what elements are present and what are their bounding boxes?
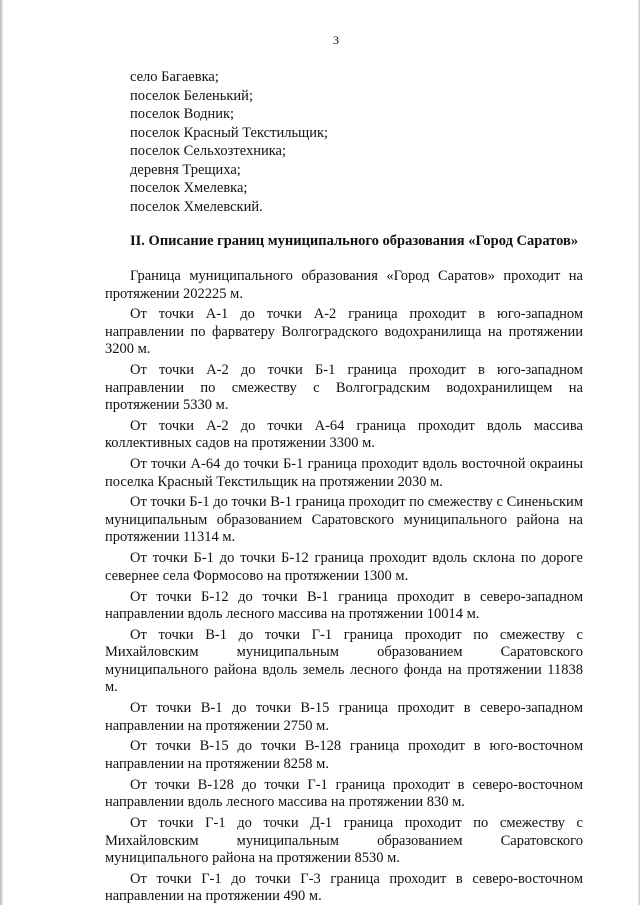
boundary-paragraph: От точки В-128 до точки Г-1 граница проходит в северо-восточном направлении вдоль лесного массива на протяжении 830 м. — [105, 776, 583, 811]
boundary-paragraph: От точки Г-1 до точки Д-1 граница проходит по смежеству с Михайловским муниципальным образованием Саратовского муниципального района на протяжении 8530 м. — [105, 815, 583, 867]
settlement-list — [130, 68, 328, 216]
settlement-item: поселок Сельхозтехника; — [130, 143, 287, 159]
boundary-paragraph: От точки А-2 до точки Б-1 граница проходит в юго-западном направлении по смежеству с Волгоградским водохранилищем на протяжении 5330 м. — [105, 362, 583, 414]
section-body — [105, 268, 583, 909]
boundary-paragraph: От точки Б-12 до точки В-1 граница проходит в северо-западном направлении вдоль лесного массива на протяжении 10014 м. — [105, 588, 583, 623]
settlement-item: деревня Трещиха; — [130, 161, 241, 178]
boundary-paragraph: От точки А-64 до точки Б-1 граница проходит вдоль восточной окраины поселка Красный Текстильщик на протяжении 2030 м. — [105, 456, 583, 490]
boundary-paragraph: От точки А-1 до точки А-2 граница проходит в юго-западном направлении по фарватеру Волгоградского водохранилища на протяжении 3200 м. — [105, 306, 583, 358]
boundary-paragraph: От точки Б-1 до точки Б-12 граница проходит вдоль склона по дороге севернее села Формосово на протяжении 1300 м. — [105, 550, 583, 584]
boundary-paragraph: От точки Б-1 до точки В-1 граница проходит по смежеству с Синеньским муниципальным образованием Саратовского муниципального района на протяжении 11314 м. — [105, 494, 583, 546]
page-number: 3 — [333, 33, 339, 47]
settlement-item: поселок Беленький; — [130, 87, 253, 104]
boundary-paragraph: От точки Г-1 до точки Г-3 граница проходит в северо-восточном направлении на протяжении 490 м. — [105, 870, 583, 905]
boundary-paragraph: От точки В-1 до точки В-15 граница проходит в северо-западном направлении на протяжении 2750 м. — [105, 700, 583, 734]
boundary-paragraph: От точки В-1 до точки Г-1 граница проходит по смежеству с Михайловским муниципальным образованием Саратовского муниципального района вдоль земель лесного фонда на протяжении 11838 м. — [105, 626, 583, 696]
settlement-item: поселок Красный Текстильщик; — [130, 124, 329, 141]
section-heading: II. Описание границ муниципального образования «Город Саратов» — [130, 233, 579, 249]
boundary-paragraph: От точки В-15 до точки В-128 граница проходит в юго-восточном направлении на протяжении 8258 м. — [105, 738, 583, 772]
scan-edge-left — [0, 0, 3, 905]
settlement-item: село Багаевка; — [130, 69, 219, 85]
settlement-item: поселок Хмелевка; — [130, 180, 248, 196]
settlement-item: поселок Водник; — [130, 106, 235, 122]
boundary-paragraph: От точки А-2 до точки А-64 граница проходит вдоль массива коллективных садов на протяжении 3300 м. — [105, 417, 583, 452]
boundary-paragraph: Граница муниципального образования «Город Саратов» проходит на протяжении 202225 м. — [105, 268, 583, 302]
settlement-item: поселок Хмелевский. — [130, 198, 263, 215]
